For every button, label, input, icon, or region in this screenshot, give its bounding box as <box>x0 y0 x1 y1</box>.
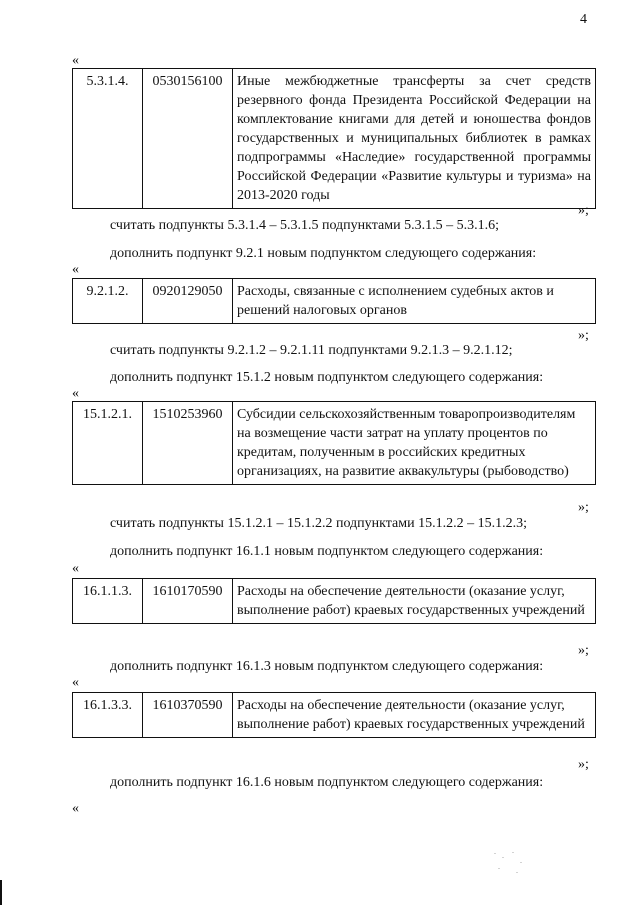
row-number: 16.1.1.3. <box>73 579 143 623</box>
row-description: Расходы на обеспечение деятельности (оказание услуг, выполнение работ) краевых государственных учреждений <box>237 698 585 732</box>
row-code: 1610170590 <box>143 579 233 623</box>
paragraph: считать подпункты 9.2.1.2 – 9.2.1.11 подпунктами 9.2.1.3 – 9.2.1.12; <box>110 343 513 358</box>
quote-open: « <box>72 801 79 816</box>
quote-open: « <box>72 53 79 68</box>
paragraph: дополнить подпункт 9.2.1 новым подпунктом следующего содержания: <box>110 246 537 261</box>
table-row <box>72 692 596 738</box>
page-number: 4 <box>580 12 587 27</box>
scan-noise <box>490 850 530 880</box>
paragraph: дополнить подпункт 16.1.3 новым подпунктом следующего содержания: <box>110 659 544 674</box>
table-row <box>72 578 596 624</box>
paragraph: дополнить подпункт 15.1.2 новым подпунктом следующего содержания: <box>110 370 544 385</box>
quote-close: »; <box>578 203 589 218</box>
row-description: Расходы на обеспечение деятельности (оказание услуг, выполнение работ) краевых государственных учреждений <box>237 584 585 618</box>
row-code: 1510253960 <box>143 402 233 484</box>
row-number: 15.1.2.1. <box>73 402 143 484</box>
row-number: 5.3.1.4. <box>73 69 143 208</box>
row-description: Иные межбюджетные трансферты за счет средств резервного фонда Президента Российской Федерации на комплектование книгами для детей и юношества фондов государственных и муниципальных библиотек в рамках подпрограммы «Наследие» государственной программы Российской Федерации «Развитие культуры и туризма» на 2013-2020 годы <box>237 74 591 203</box>
row-code: 0920129050 <box>143 279 233 323</box>
row-code: 1610370590 <box>143 693 233 737</box>
row-number: 9.2.1.2. <box>73 279 143 323</box>
quote-close: »; <box>578 643 589 658</box>
row-number: 16.1.3.3. <box>73 693 143 737</box>
paragraph: считать подпункты 15.1.2.1 – 15.1.2.2 подпунктами 15.1.2.2 – 15.1.2.3; <box>110 516 528 531</box>
quote-open: « <box>72 262 79 277</box>
row-description: Расходы, связанные с исполнением судебных актов и решений налоговых органов <box>237 284 554 318</box>
table-row <box>72 278 596 324</box>
quote-close: »; <box>578 500 589 515</box>
row-description: Субсидии сельскохозяйственным товаропроизводителям на возмещение части затрат на уплату процентов по кредитам, полученным в российских кредитных организациях, на развитие аквакультуры (рыбоводство) <box>237 407 576 479</box>
row-code: 0530156100 <box>143 69 233 208</box>
paragraph: дополнить подпункт 16.1.1 новым подпунктом следующего содержания: <box>110 544 544 559</box>
scan-edge-mark <box>0 880 2 905</box>
paragraph: дополнить подпункт 16.1.6 новым подпунктом следующего содержания: <box>110 775 544 790</box>
paragraph: считать подпункты 5.3.1.4 – 5.3.1.5 подпунктами 5.3.1.5 – 5.3.1.6; <box>110 218 500 233</box>
table-row <box>72 401 596 485</box>
quote-open: « <box>72 561 79 576</box>
quote-open: « <box>72 675 79 690</box>
quote-open: « <box>72 386 79 401</box>
table-row <box>72 68 596 209</box>
quote-close: »; <box>578 328 589 343</box>
quote-close: »; <box>578 757 589 772</box>
